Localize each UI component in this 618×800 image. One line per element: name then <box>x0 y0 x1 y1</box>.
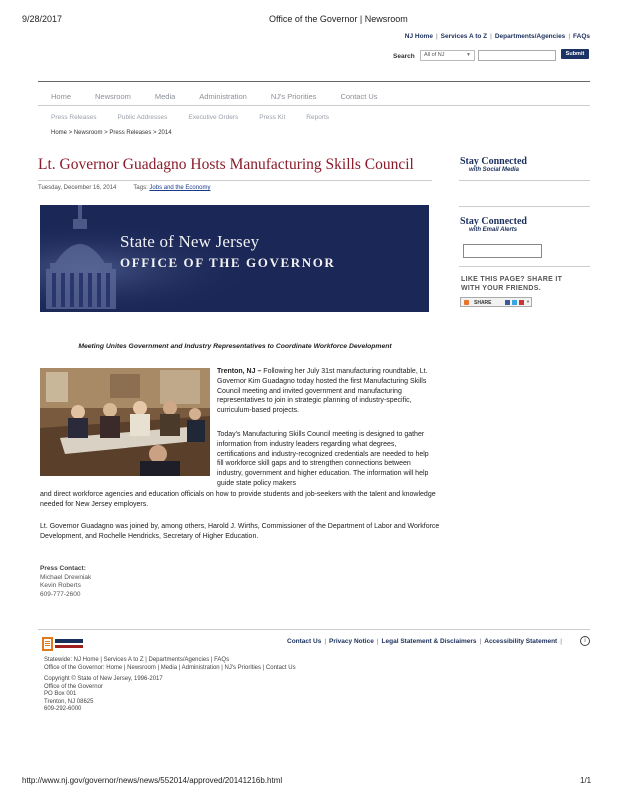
chevron-down-icon: ▼ <box>466 52 471 58</box>
search-label: Search <box>393 53 415 60</box>
governor-banner <box>40 205 429 312</box>
opra-logo[interactable] <box>42 637 84 653</box>
copyright: Copyright © State of New Jersey, 1996-2017 <box>44 676 163 682</box>
util-link-nj-home[interactable]: NJ Home <box>404 33 433 40</box>
press-contact-phone: 609-777-2600 <box>40 590 81 598</box>
utility-nav: NJ Home | Services A to Z | Departments/Agencies | FAQs <box>404 33 590 40</box>
article-date: Tuesday, December 16, 2014 <box>38 185 117 191</box>
divider <box>38 180 432 181</box>
paragraph-3: Lt. Governor Guadagno was joined by, among others, Harold J. Wirths, Commissioner of the Department of Labor and Workforce Development, and Rochelle Hendricks, Secretary of Higher Education. <box>40 523 440 540</box>
banner-office-title: OFFICE OF THE GOVERNOR <box>120 255 336 270</box>
search-scope-value: All of NJ <box>424 52 445 58</box>
nav-newsroom[interactable]: Newsroom <box>95 92 131 101</box>
subnav-press-kit[interactable]: Press Kit <box>259 114 286 121</box>
print-date: 9/28/2017 <box>22 14 63 24</box>
share-prompt: LIKE THIS PAGE? SHARE IT WITH YOUR FRIENDS. <box>461 276 563 292</box>
address-line: Trenton, NJ 08625 <box>44 698 94 705</box>
share-icon <box>464 300 469 305</box>
breadcrumb[interactable]: Home > Newsroom > Press Releases > 2014 <box>51 130 172 136</box>
footer-legal[interactable]: Legal Statement & Disclaimers <box>381 638 477 645</box>
dateline: Trenton, NJ – <box>217 368 262 375</box>
share-label: SHARE <box>474 299 492 306</box>
nav-media[interactable]: Media <box>154 92 176 101</box>
press-contact-name: Michael Drewniak <box>40 573 92 581</box>
paragraph-1-text: Following her July 31st manufacturing roundtable, Lt. Governor Kim Guadagno today hosted the first Manufacturing Skills Council meeting and invited government and manufacturing representatives to join in strategic planning of industry-specific, curriculum-based projects. <box>217 368 428 415</box>
press-contact <box>40 565 91 599</box>
subnav-press-releases[interactable]: Press Releases <box>51 114 97 121</box>
social-title: Stay Connected <box>460 156 527 167</box>
twitter-icon <box>512 300 517 305</box>
email-alerts-subtitle: with Email Alerts <box>469 227 518 233</box>
nav-home[interactable]: Home <box>51 92 72 101</box>
divider <box>459 180 590 181</box>
divider <box>38 629 590 630</box>
util-link-departments[interactable]: Departments/Agencies <box>494 33 566 40</box>
meeting-photo <box>40 368 210 476</box>
nav-contact-us[interactable]: Contact Us <box>340 92 378 101</box>
nav-administration[interactable]: Administration <box>199 92 247 101</box>
article-headline: Lt. Governor Guadagno Hosts Manufacturing Skills Council <box>38 156 414 173</box>
footer-privacy[interactable]: Privacy Notice <box>329 638 374 645</box>
tag-link[interactable]: Jobs and the Economy <box>149 185 211 191</box>
main-nav <box>51 92 402 101</box>
subnav-reports[interactable]: Reports <box>306 114 330 121</box>
address-line: Office of the Governor <box>44 683 103 690</box>
search-input[interactable] <box>478 50 556 61</box>
nav-priorities[interactable]: NJ's Priorities <box>270 92 317 101</box>
social-subtitle: with Social Media <box>469 167 520 173</box>
search-submit-button[interactable]: Submit <box>561 49 589 59</box>
paragraph-2-continued: and direct workforce agencies and education officials on how to provide students and job-seekers with the talent and knowledge needed for New Jersey employers. <box>40 491 436 508</box>
article-subtitle: Meeting Unites Government and Industry Representatives to Coordinate Workforce Development <box>78 343 392 350</box>
print-page-number: 1/1 <box>580 776 592 785</box>
footer-address <box>44 676 163 714</box>
print-page-title: Office of the Governor | Newsroom <box>269 14 408 24</box>
footer-statewide-links[interactable]: Statewide: NJ Home | Services A to Z | Departments/Agencies | FAQs <box>44 657 230 663</box>
email-alerts-input[interactable] <box>463 244 542 258</box>
util-link-services[interactable]: Services A to Z <box>440 33 488 40</box>
footer-accessibility[interactable]: Accessibility Statement <box>484 638 558 645</box>
article-meta <box>38 185 210 191</box>
divider <box>38 105 590 106</box>
subnav-public-addresses[interactable]: Public Addresses <box>117 114 168 121</box>
address-line: PO Box 001 <box>44 691 77 697</box>
footer-nav-text <box>44 657 296 672</box>
divider <box>38 81 590 82</box>
email-alerts-title: Stay Connected <box>460 216 527 227</box>
accessibility-icon[interactable]: i <box>580 636 590 646</box>
paragraph-1 <box>217 367 435 416</box>
address-phone: 609-292-6000 <box>44 706 82 712</box>
util-link-faqs[interactable]: FAQs <box>573 33 590 40</box>
footer-office-links[interactable]: Office of the Governor: Home | Newsroom | Media | Administration | NJ's Priorities | Contact Us <box>44 664 296 671</box>
footer-contact-us[interactable]: Contact Us <box>287 638 322 645</box>
chevron-down-icon: ▼ <box>526 299 530 304</box>
divider <box>459 206 590 207</box>
press-contact-label: Press Contact: <box>40 565 86 572</box>
divider <box>459 266 590 267</box>
tags-label: Tags: <box>133 185 148 191</box>
sub-nav <box>51 114 350 121</box>
paragraph-2: Today's Manufacturing Skills Council meeting is designed to gather information from industry leaders regarding what degrees, certifications and industry-recognized credentials are needed to help fill workforce skill gaps and to strengthen connections between industry, government and higher education. The information will help guide state policy makers <box>217 431 429 487</box>
press-contact-name: Kevin Roberts <box>40 582 81 589</box>
email-icon <box>519 300 524 305</box>
subnav-executive-orders[interactable]: Executive Orders <box>188 114 239 121</box>
search-scope-select[interactable] <box>420 50 475 61</box>
footer-links: Contact Us | Privacy Notice | Legal Statement & Disclaimers | Accessibility Statement | <box>287 638 562 645</box>
print-url: http://www.nj.gov/governor/news/news/552014/approved/20141216b.html <box>22 776 283 785</box>
banner-state-title: State of New Jersey <box>120 232 260 251</box>
share-button[interactable] <box>460 297 532 307</box>
facebook-icon <box>505 300 510 305</box>
